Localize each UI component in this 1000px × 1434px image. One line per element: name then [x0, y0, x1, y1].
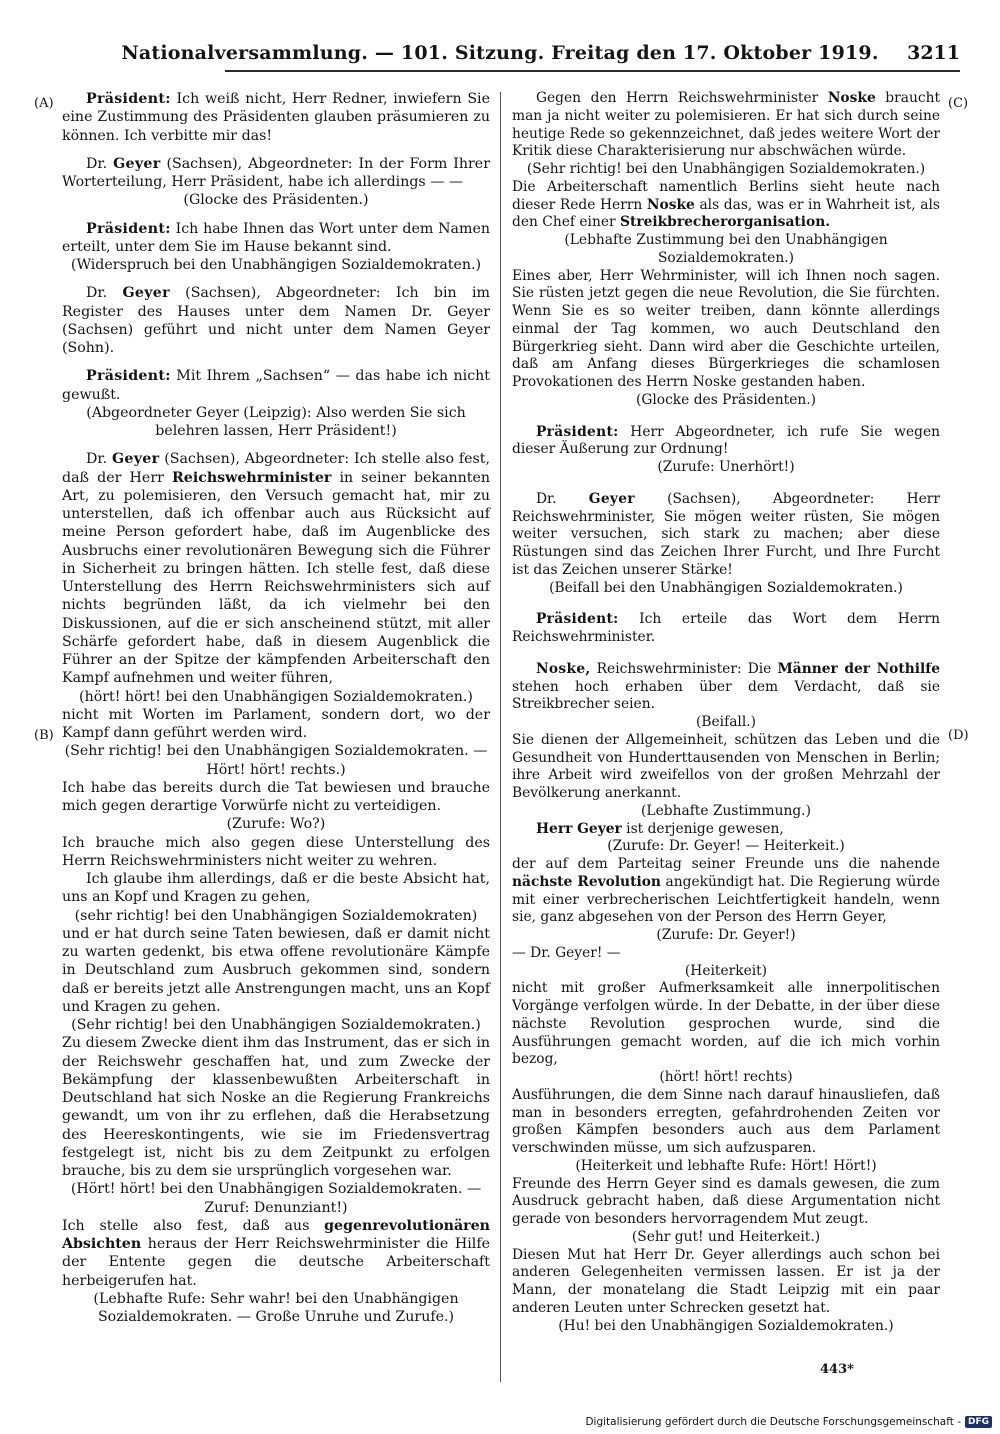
header-page-number: 3211	[907, 42, 960, 64]
page-header	[40, 40, 960, 70]
paragraph	[62, 367, 490, 404]
paragraph	[512, 179, 940, 232]
paragraph: Freunde des Herrn Geyer sind es damals gewesen, die zum Ausdruck gebracht haben, daß diese Argumentation nicht gerade von besonders hervorragendem Mut zeugt.	[512, 1175, 940, 1227]
speaker-title: Dr.	[86, 285, 123, 302]
interjection: (sehr richtig! bei den Unabhängigen Sozialdemokraten)	[74, 907, 478, 924]
paragraph: und er hat durch seine Taten bewiesen, daß er damit nicht zu warten gedenkt, bis etwa offene revolutionäre Kämpfe in Deutschland zum Ausbruch gekommen sind, sondern daß er bereits jetzt alle Anstrengungen macht, uns an Kopf und Kragen zu gehen.	[62, 925, 490, 1015]
speech-text: Ich weiß nicht, Herr Redner, inwiefern Sie eine Zustimmung des Präsidenten glauben präsumieren zu können. Ich verbitte mir das!	[62, 91, 490, 144]
speaker-name: Präsident:	[86, 91, 171, 107]
interjection: (Heiterkeit und lebhafte Rufe: Hört! Hört!)	[575, 1157, 877, 1174]
paragraph	[62, 1217, 490, 1290]
column-divider	[500, 92, 501, 1382]
paragraph: Ausführungen, die dem Sinne nach darauf hinausliefen, daß man in besonders erregten, gefahrdrohenden Zeiten vor großen Kämpfen besonders auch aus dem Parlament verschwinden müsse, um sich aufzusparen.	[512, 1086, 940, 1156]
paragraph	[512, 424, 940, 460]
paragraph	[62, 155, 490, 192]
emphasis: nächste Revolution	[512, 873, 661, 890]
paragraph: nicht mit großer Aufmerksamkeit alle innerpolitischen Vorgänge verfolgen würde. In der Debatte, in der über diese nächste Revolution gesprochen wurde, sind die Ausführungen gemacht worden, auf die ich mich vorhin bezog,	[512, 980, 940, 1068]
interjection: (Sehr richtig! bei den Unabhängigen Sozialdemokraten.)	[526, 161, 926, 177]
interjection: (Lebhafte Zustimmung.)	[641, 802, 811, 819]
paragraph	[62, 90, 490, 145]
paragraph: Ich brauche mich also gegen diese Unterstellung des Herrn Reichswehrministers nicht weiter zu wehren.	[62, 834, 490, 869]
emphasis: gegenrevolutionären Absichten	[62, 1217, 490, 1252]
paragraph	[62, 450, 490, 687]
paragraph: Ich habe das bereits durch die Tat bewiesen und brauche mich gegen derartige Vorwürfe nicht zu verteidigen.	[62, 779, 490, 814]
paragraph: — Dr. Geyer! —	[512, 944, 621, 961]
interjection: (Abgeordneter Geyer (Leipzig): Also werden Sie sich belehren lassen, Herr Präsident!)	[86, 404, 466, 439]
speaker-name: Präsident:	[536, 611, 619, 628]
speech-text: Gegen den Herrn Reichswehrminister	[536, 90, 828, 106]
speaker-title: Dr.	[86, 451, 112, 468]
paragraph	[62, 220, 490, 257]
speech-text: ist derjenige gewesen,	[621, 820, 784, 837]
speech-text: in seiner bekannten Art, zu polemisieren, den Versuch gemacht hat, mir zu unterstellen, daß ich offenbar auch aus Rücksicht auf meine Person gefordert habe, daß im Augenblicke des Ausbruchs einer revolutionären Bewegung sich die Führer in Sicherheit zu bringen hätten. Ich stelle fest, daß diese Unterstellung des Herrn Reichswehrministers sich auf nichts begründen läßt, da ich vielmehr bei den Diskussionen, auf die er sich anscheinend stützt, mit aller Schärfe gefordert habe, daß in diesem Augenblick die Führer an der Spitze der kämpfenden Arbeiterschaft den Kampf aufnehmen und weiter führen,	[62, 469, 490, 687]
margin-mark-b: (B)	[34, 728, 54, 743]
speech-text: Mit Ihrem „Sachsen“ — das habe ich nicht gewußt.	[62, 368, 490, 403]
speech-text: (Sachsen), Abgeordneter: Herr Reichswehrminister, Sie mögen weiter rüsten, Sie mögen weiter versuchen, sich stark zu machen; aber diese Rüstungen sind das Zeichen Ihrer Furcht, und Ihre Furcht ist das Zeichen unserer Stärke!	[512, 490, 940, 578]
emphasis: Männer der Nothilfe	[777, 660, 940, 677]
margin-mark-d: (D)	[948, 728, 969, 743]
interjection: (Sehr richtig! bei den Unabhängigen Sozialdemokraten.)	[71, 1017, 481, 1033]
speech-text: der auf dem Parteitag seiner Freunde uns die nahende	[512, 856, 940, 872]
speech-text: Ich stelle also fest, daß aus	[62, 1217, 325, 1234]
margin-mark-c: (C)	[948, 96, 969, 111]
paragraph	[512, 821, 940, 839]
margin-mark-a: (A)	[34, 96, 54, 111]
speech-text: heraus der Herr Reichswehrminister die Hilfe der Entente gegen die deutsche Arbeiterschaft herbeigerufen hat.	[62, 1236, 490, 1289]
speech-text: (Sachsen), Abgeordneter: Ich stelle also fest, daß der Herr	[62, 451, 490, 486]
paragraph	[512, 491, 940, 580]
speech-text: braucht man ja nicht weiter zu polemisieren. Er hat sich durch seine heutige Rede so gekennzeichnet, daß jedes weitere Wort der Kritik diese Charakterisierung nur abschwächen würde.	[512, 90, 941, 160]
speaker-name: Noske,	[536, 660, 591, 677]
interjection: (Glocke des Präsidenten.)	[183, 192, 369, 209]
interjection: (Beifall bei den Unabhängigen Sozialdemokraten.)	[549, 579, 903, 596]
interjection: (Hört! hört! bei den Unabhängigen Sozialdemokraten. — Zuruf: Denunziant!)	[70, 1181, 482, 1216]
header-rule	[225, 70, 960, 72]
interjection: (Lebhafte Rufe: Sehr wahr! bei den Unabhängigen Sozialdemokraten. — Große Unruhe und Zurufe.)	[93, 1290, 459, 1325]
speech-text: Reichswehrminister: Die	[590, 660, 778, 677]
interjection: (Glocke des Präsidenten.)	[635, 391, 817, 408]
interjection: (Widerspruch bei den Unabhängigen Sozialdemokraten.)	[70, 257, 482, 273]
paragraph	[512, 90, 940, 161]
interjection: (Zurufe: Unerhört!)	[657, 459, 795, 475]
dfg-logo: DFG	[965, 1416, 992, 1428]
interjection: (Hu! bei den Unabhängigen Sozialdemokraten.)	[558, 1317, 894, 1334]
speech-text: Herr Abgeordneter, ich rufe Sie wegen dieser Äußerung zur Ordnung!	[512, 423, 940, 458]
speaker-name: Geyer	[111, 451, 160, 468]
interjection: (hört! hört! rechts)	[659, 1069, 793, 1085]
speech-text: Die Arbeiterschaft namentlich Berlins sieht heute nach dieser Rede Herrn	[512, 178, 940, 213]
speech-text: (Sachsen), Abgeordneter: Ich bin im Register des Hauses unter dem Namen Dr. Geyer (Sachsen) geführt und nicht unter dem Namen Geyer (Sohn).	[62, 285, 491, 356]
speaker-title: Dr.	[536, 490, 589, 507]
signature-mark: 443*	[820, 1362, 854, 1377]
interjection: (Heiterkeit)	[684, 962, 768, 979]
digitization-credit	[585, 1416, 992, 1428]
paragraph: Zu diesem Zwecke dient ihm das Instrument, das er sich in der Reichswehr geschaffen hat, und zum Zwecke der Bekämpfung der klassenbewußten Arbeiterschaft in Deutschland hat sich Noske an die Regierung Frankreichs gewandt, um von ihr zu erflehen, daß die Herabsetzung des Heereskontingents, wie sie im Friedensvertrag festgelegt ist, nicht bis zu dem Zeitpunkt zu erfolgen brauche, bis zu dem sie ursprünglich vorgesehen war.	[62, 1035, 490, 1179]
credit-text: Digitalisierung gefördert durch die Deutsche Forschungsgemeinschaft -	[585, 1416, 961, 1428]
paragraph: Eines aber, Herr Wehrminister, will ich Ihnen noch sagen. Sie rüsten jetzt gegen die neue Revolution, die Sie fürchten. Wenn Sie es so weiter treiben, dann könnte allerdings einmal der Tag kommen, wo auch Deutschland den Bürgerkrieg sieht. Dann wird aber die Geschichte urteilen, daß am Anfang dieses Bürgerkrieges die schamlosen Provokationen des Herrn Noske gestanden haben.	[512, 267, 940, 390]
paragraph: Diesen Mut hat Herr Dr. Geyer allerdings auch schon bei anderen Gelegenheiten vermissen lassen. Er ist ja der Mann, der monatelang die Stadt Leipzig mit ein paar anderen Leuten unter Schrecken gesetzt hat.	[512, 1246, 940, 1316]
paragraph: Ich glaube ihm allerdings, daß er die beste Absicht hat, uns an Kopf und Kragen zu gehen,	[62, 871, 490, 906]
emphasis: Noske	[646, 196, 695, 213]
paragraph: Sie dienen der Allgemeinheit, schützen das Leben und die Gesundheit von Hunderttausenden von Menschen in Berlin; ihre Arbeit wird zweifellos von der großen Mehrzahl der Bevölkerung anerkannt.	[512, 731, 940, 801]
speaker-name: Geyer	[588, 490, 635, 507]
interjection: (Beifall.)	[695, 714, 757, 730]
speech-text: Ich habe Ihnen das Wort unter dem Namen erteilt, unter dem Sie im Hause bekannt sind.	[62, 220, 490, 255]
interjection: (hört! hört! bei den Unabhängigen Sozialdemokraten.)	[79, 688, 473, 705]
interjection: (Zurufe: Dr. Geyer!)	[656, 927, 796, 943]
interjection: (Zurufe: Wo?)	[226, 816, 326, 833]
paragraph	[512, 661, 940, 714]
emphasis: Streikbrecherorganisation.	[619, 214, 831, 231]
interjection: (Sehr richtig! bei den Unabhängigen Sozialdemokraten. — Hört! hört! rechts.)	[64, 743, 488, 778]
speech-text: (Sachsen), Abgeordneter: In der Form Ihrer Worterteilung, Herr Präsident, habe ich allerdings — —	[62, 155, 490, 190]
speaker-title: Dr.	[86, 155, 114, 172]
paragraph	[512, 856, 940, 927]
paragraph	[62, 284, 490, 357]
right-column	[512, 90, 940, 1335]
speech-text: Ich erteile das Wort dem Herrn Reichswehrminister.	[512, 611, 940, 645]
speech-text: angekündigt hat. Die Regierung würde mit einer verbrecherischen Leichtfertigkeit handeln, wenn sie, ganz abgesehen von der Person des Herrn Geyer,	[512, 873, 940, 926]
emphasis: Noske	[827, 90, 876, 106]
interjection: (Lebhafte Zustimmung bei den Unabhängigen Sozialdemokraten.)	[564, 232, 888, 266]
interjection: (Sehr gut! und Heiterkeit.)	[631, 1228, 821, 1245]
paragraph	[512, 611, 940, 647]
paragraph: nicht mit Worten im Parlament, sondern dort, wo der Kampf dann geführt werden wird.	[62, 706, 490, 741]
speaker-name: Präsident:	[86, 368, 171, 385]
emphasis: Herr Geyer	[536, 820, 622, 837]
emphasis: Reichswehrminister	[172, 469, 332, 486]
speaker-name: Präsident:	[86, 220, 171, 237]
header-title: Nationalversammlung. — 101. Sitzung. Freitag den 17. Oktober 1919.	[121, 42, 879, 64]
left-column	[62, 90, 490, 1326]
speaker-name: Geyer	[122, 285, 170, 302]
interjection: (Zurufe: Dr. Geyer! — Heiterkeit.)	[607, 838, 845, 855]
speaker-name: Geyer	[113, 155, 161, 172]
speaker-name: Präsident:	[536, 423, 619, 440]
speech-text: als das, was er in Wahrheit ist, als den Chef einer	[512, 196, 941, 231]
speech-text: stehen hoch erhaben über dem Verdacht, daß sie Streikbrecher seien.	[512, 678, 940, 713]
